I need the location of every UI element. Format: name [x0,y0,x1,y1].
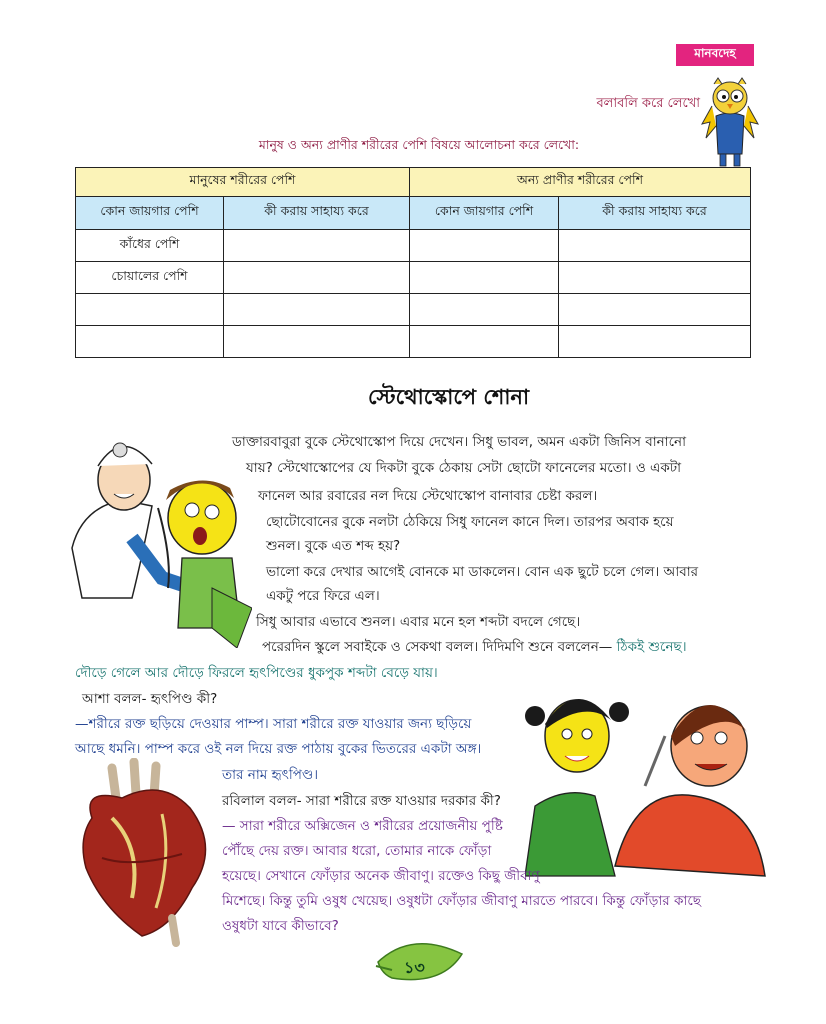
paragraph-line: তার নাম হৃৎপিণ্ড। [222,767,319,783]
paragraph-line: রবিলাল বলল- সারা শরীরে রক্ত যাওয়ার দরকার কী? [222,793,501,809]
paragraph-line: ছোটোবোনের বুকে নলটা ঠেকিয়ে সিধু ফানেল কানে দিল। তারপর অবাক হয়ে [266,514,674,530]
activity-label: বলাবলি করে লেখো [596,96,700,111]
paragraph-line: ভালো করে দেখার আগেই বোনকে মা ডাকলেন। বোন এক ছুটে চলে গেল। আবার [266,564,699,580]
page-number: ১৩ [404,958,425,977]
column-header: কোন জায়গার পেশি [76,197,224,230]
paragraph-line: আশা বলল- হৃৎপিণ্ড কী? [82,691,218,707]
table-cell [224,294,410,326]
table-cell [559,230,751,262]
table-cell: চোয়ালের পেশি [76,262,224,294]
doctor-stethoscope-illustration [62,428,252,648]
table-cell [410,294,559,326]
group-header-animal: অন্য প্রাণীর শরীরের পেশি [410,168,751,197]
column-header: কী করায় সাহায্য করে [559,197,751,230]
paragraph-line: শুনল। বুকে এত শব্দ হয়? [266,538,401,554]
table-row [76,230,751,262]
table-cell [559,262,751,294]
table-cell [76,326,224,358]
paragraph-line: মিশেছে। কিন্তু তুমি ওষুধ খেয়েছ। ওষুধটা ফোঁড়ার জীবাণু মারতে পারবে। কিন্তু ফোঁড়ার কাছে [222,893,701,909]
paragraph-line: ফানেল আর রবারের নল দিয়ে স্টেথোস্কোপ বানাবার চেষ্টা করল। [258,488,598,504]
section-title: স্টেথোস্কোপে শোনা [368,385,530,409]
chapter-tag: মানবদেহ [676,44,754,66]
table-cell [410,262,559,294]
owl-illustration [700,76,760,168]
paragraph-line: সিধু আবার এভাবে শুনল। এবার মনে হল শব্দটা বদলে গেছে। [256,614,581,630]
table-cell [224,230,410,262]
table-cell [559,326,751,358]
paragraph-line: পৌঁছে দেয় রক্ত। আবার ধরো, তোমার নাকে ফোঁড়া [222,843,492,859]
group-header-human: মানুষের শরীরের পেশি [76,168,410,197]
heart-illustration [72,758,222,948]
table-cell [224,326,410,358]
paragraph-line: ডাক্তারবাবুরা বুকে স্টেথোস্কোপ দিয়ে দেখেন। সিধু ভাবল, অমন একটা জিনিস বানানো [232,434,686,450]
table-cell [410,326,559,358]
table-cell [224,262,410,294]
table-cell: কাঁধের পেশি [76,230,224,262]
paragraph-line: একটু পরে ফিরে এল। [266,588,380,604]
table-cell [559,294,751,326]
paragraph-line: দৌড়ে গেলে আর দৌড়ে ফিরলে হৃৎপিণ্ডের ধুকপুক শব্দটা বেড়ে যায়। [75,665,438,681]
paragraph-line: আছে ধমনি। পাম্প করে ওই নল দিয়ে রক্ত পাঠায় বুকের ভিতরের একটা অঙ্গ। [75,741,482,757]
muscle-table [75,167,751,358]
teacher-reply: ঠিকই শুনেছ। [612,639,687,655]
table-instruction: মানুষ ও অন্য প্রাণীর শরীরের পেশি বিষয়ে আলোচনা করে লেখো: [258,137,580,152]
paragraph-line [262,637,687,657]
column-header: কী করায় সাহায্য করে [224,197,410,230]
children-listening-illustration [525,676,775,896]
table-cell [410,230,559,262]
paragraph-line: যায়? স্টেথোস্কোপের যে দিকটা বুকে ঠেকায় সেটা ছোটো ফানেলের মতো। ও একটা [246,460,682,476]
table-row [76,294,751,326]
paragraph-text: পরেরদিন স্কুলে সবাইকে ও সেকথা বলল। দিদিমণি শুনে বললেন— [262,639,613,655]
paragraph-line: — সারা শরীরে অক্সিজেন ও শরীরের প্রয়োজনীয় পুষ্টি [222,818,503,834]
table-cell [76,294,224,326]
paragraph-line: ওষুধটা যাবে কীভাবে? [222,918,339,934]
table-row [76,326,751,358]
paragraph-line: —শরীরে রক্ত ছড়িয়ে দেওয়ার পাম্প। সারা শরীরে রক্ত যাওয়ার জন্য ছড়িয়ে [75,716,472,732]
column-header: কোন জায়গার পেশি [410,197,559,230]
paragraph-line: হয়েছে। সেখানে ফোঁড়ার অনেক জীবাণু। রক্তেও কিছু জীবাণু [222,868,540,884]
table-row [76,262,751,294]
